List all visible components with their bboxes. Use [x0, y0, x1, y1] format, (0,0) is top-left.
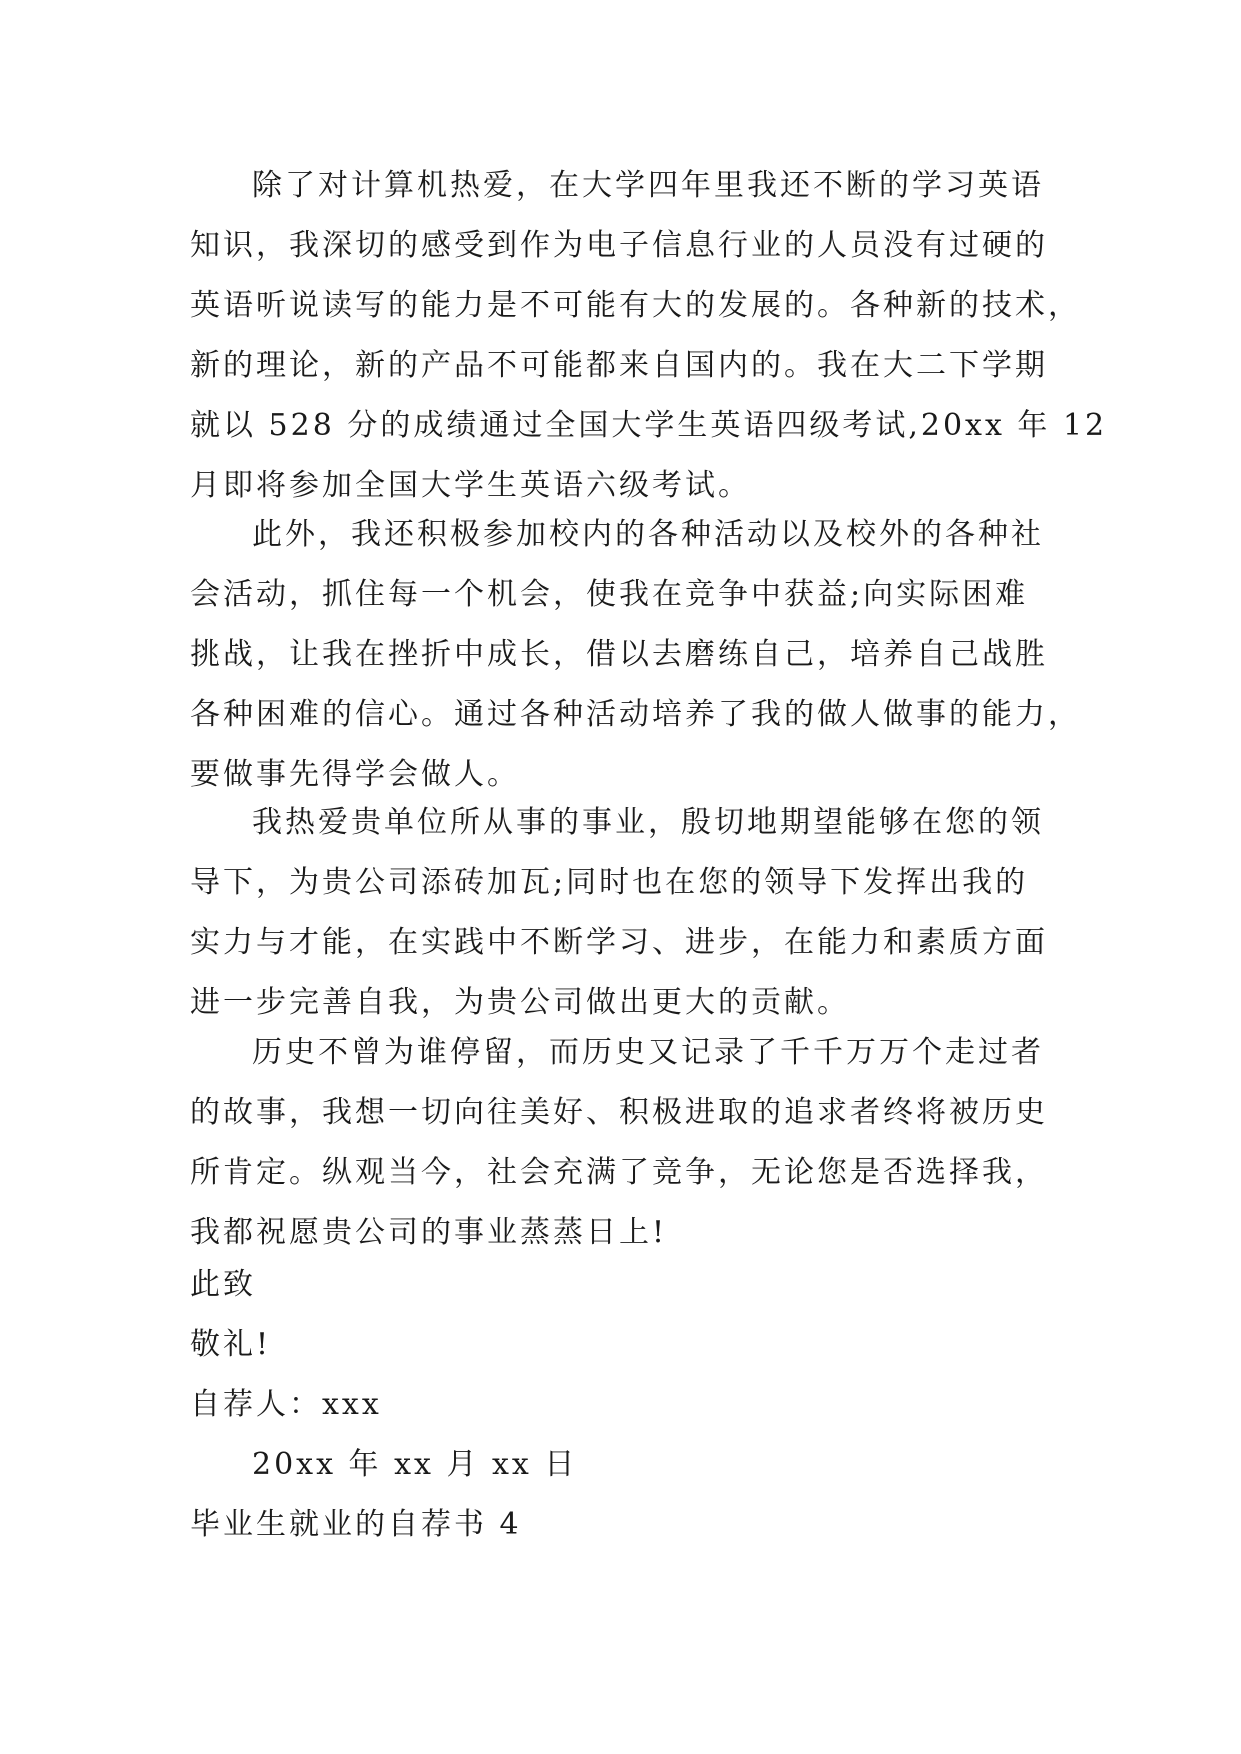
- paragraph-history: [190, 1023, 1070, 1263]
- text-line: 此外，我还积极参加校内的各种活动以及校外的各种社: [252, 517, 1044, 552]
- text-line: 知识，我深切的感受到作为电子信息行业的人员没有过硬的: [190, 228, 1048, 263]
- letter-date: 20xx 年 xx 月 xx 日: [252, 1447, 578, 1482]
- text-line: 月即将参加全国大学生英语六级考试。: [190, 468, 751, 503]
- text-line: 除了对计算机热爱，在大学四年里我还不断的学习英语: [252, 168, 1044, 203]
- text-line: 我都祝愿贵公司的事业蒸蒸日上!: [190, 1215, 668, 1250]
- signer: 自荐人：xxx: [190, 1387, 382, 1422]
- text-line: 英语听说读写的能力是不可能有大的发展的。各种新的技术，: [190, 288, 1081, 323]
- text-line: 我热爱贵单位所从事的事业，殷切地期望能够在您的领: [252, 805, 1044, 840]
- text-line: 导下，为贵公司添砖加瓦;同时也在您的领导下发挥出我的: [190, 865, 1029, 900]
- text-line: 要做事先得学会做人。: [190, 757, 520, 792]
- salutation: 此致: [190, 1267, 256, 1302]
- text-line: 挑战，让我在挫折中成长，借以去磨练自己，培养自己战胜: [190, 637, 1048, 672]
- text-line: 进一步完善自我，为贵公司做出更大的贡献。: [190, 985, 850, 1020]
- regards: 敬礼!: [190, 1327, 272, 1362]
- paragraph-activities: [190, 505, 1081, 805]
- paragraph-computer-english: [190, 156, 1108, 516]
- text-line: 历史不曾为谁停留，而历史又记录了千千万万个走过者: [252, 1035, 1044, 1070]
- text-line: 会活动，抓住每一个机会，使我在竞争中获益;向实际困难: [190, 577, 1029, 612]
- next-section-title: 毕业生就业的自荐书 4: [190, 1507, 522, 1542]
- text-line: 新的理论，新的产品不可能都来自国内的。我在大二下学期: [190, 348, 1048, 383]
- text-line: 实力与才能，在实践中不断学习、进步，在能力和素质方面: [190, 925, 1048, 960]
- paragraph-career-wish: [190, 793, 1070, 1033]
- text-line: 就以 528 分的成绩通过全国大学生英语四级考试,20xx 年 12: [190, 408, 1108, 443]
- text-line: 各种困难的信心。通过各种活动培养了我的做人做事的能力，: [190, 697, 1081, 732]
- text-line: 所肯定。纵观当今，社会充满了竞争，无论您是否选择我，: [190, 1155, 1048, 1190]
- text-line: 的故事，我想一切向往美好、积极进取的追求者终将被历史: [190, 1095, 1048, 1130]
- letter-closing: [190, 1255, 1070, 1555]
